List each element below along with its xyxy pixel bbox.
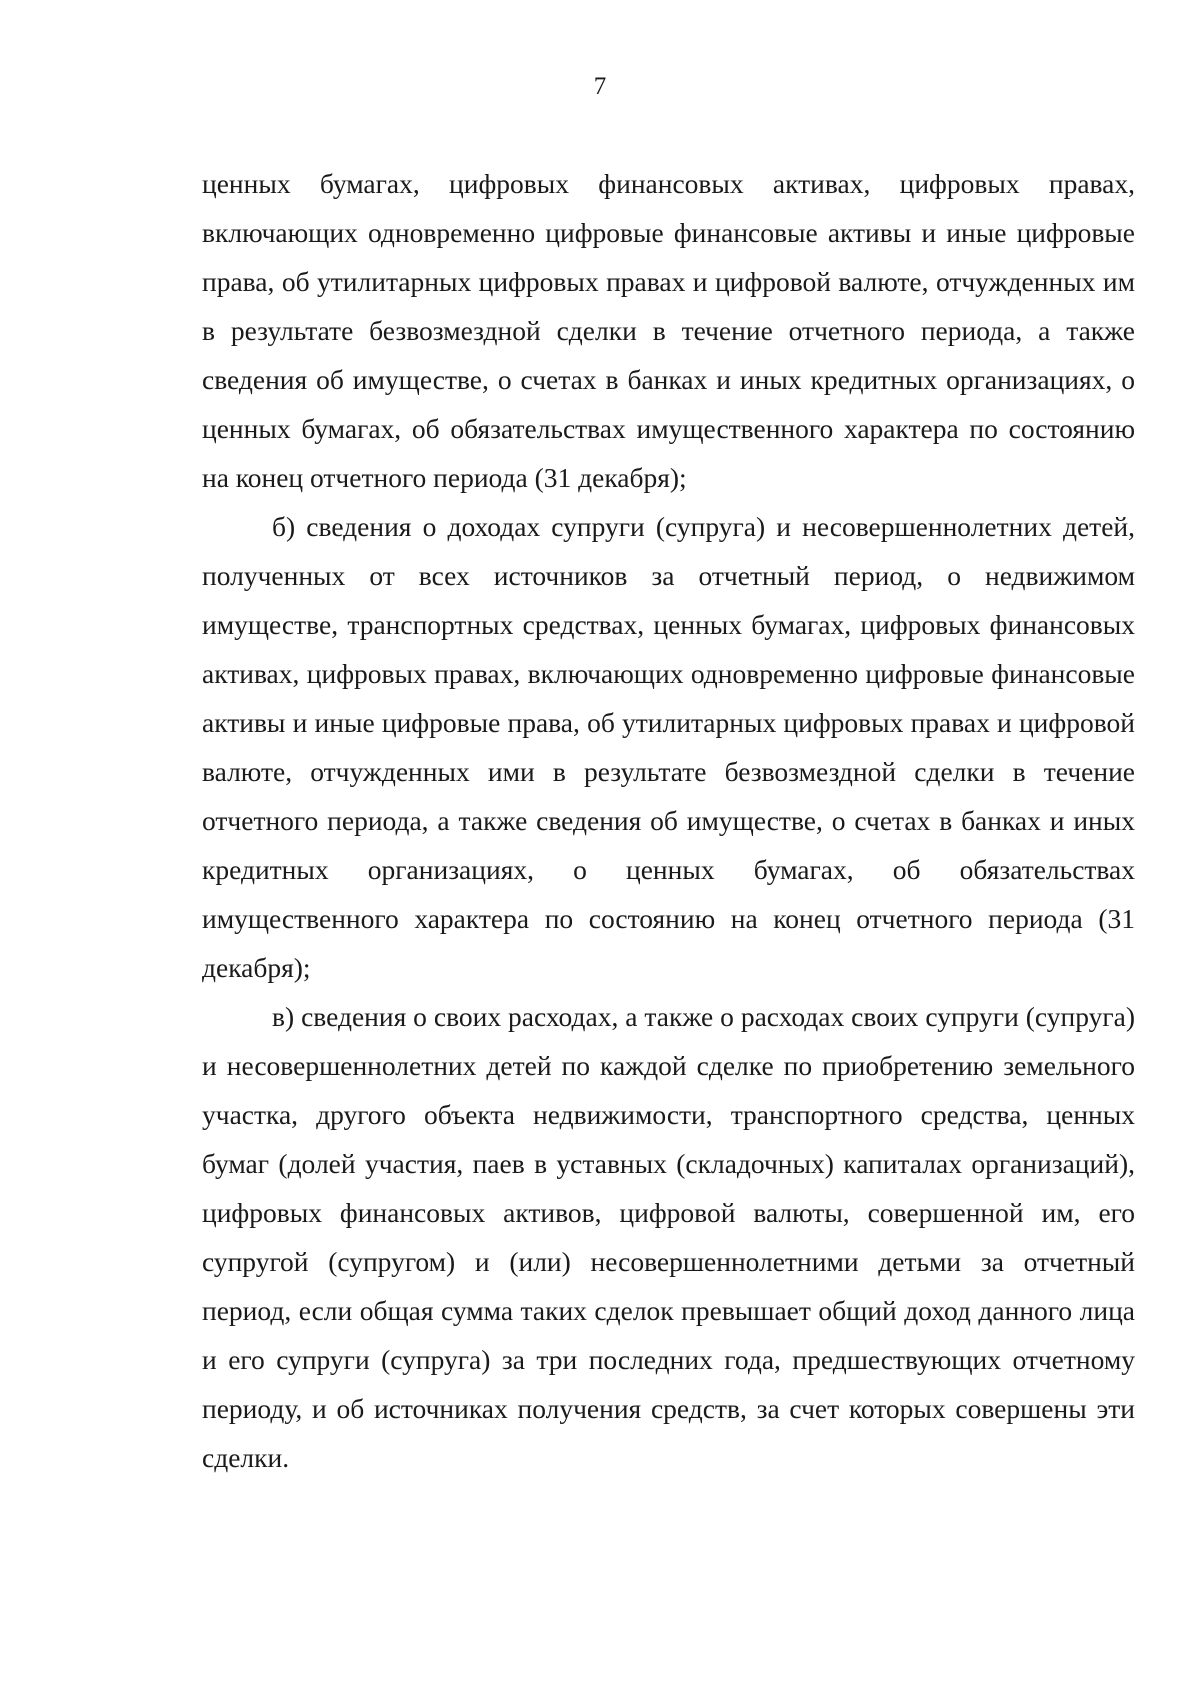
paragraph-continuation: ценных бумагах, цифровых финансовых активах, цифровых правах, включающих одновременно цифровые финансовые активы и иные цифровые права, об утилитарных цифровых правах и цифровой валюте, отчужденных им в результате безвозмездной сделки в течение отчетного периода, а также сведения об имуществе, о счетах в банках и иных кредитных организациях, о ценных бумагах, об обязательствах имущественного характера по состоянию на конец отчетного периода (31 декабря); [202,168,1135,493]
paragraph-item-v: в) сведения о своих расходах, а также о расходах своих супруги (супруга) и несовершеннолетних детей по каждой сделке по приобретению земельного участка, другого объекта недвижимости, транспортного средства, ценных бумаг (долей участия, паев в уставных (складочных) капиталах организаций), цифровых финансовых активов, цифровой валюты, совершенной им, его супругой (супругом) и (или) несовершеннолетними детьми за отчетный период, если общая сумма таких сделок превышает общий доход данного лица и его супруги (супруга) за три последних года, предшествующих отчетному периоду, и об источниках получения средств, за счет которых совершены эти сделки. [202,1001,1135,1473]
page-number: 7 [593,73,607,100]
document-body [202,159,1135,1482]
paragraph-item-b: б) сведения о доходах супруги (супруга) и несовершеннолетних детей, полученных от всех источников за отчетный период, о недвижимом имуществе, транспортных средствах, ценных бумагах, цифровых финансовых активах, цифровых правах, включающих одновременно цифровые финансовые активы и иные цифровые права, об утилитарных цифровых правах и цифровой валюте, отчужденных ими в результате безвозмездной сделки в течение отчетного периода, а также сведения об имуществе, о счетах в банках и иных кредитных организациях, о ценных бумагах, об обязательствах имущественного характера по состоянию на конец отчетного периода (31 декабря); [202,511,1135,983]
